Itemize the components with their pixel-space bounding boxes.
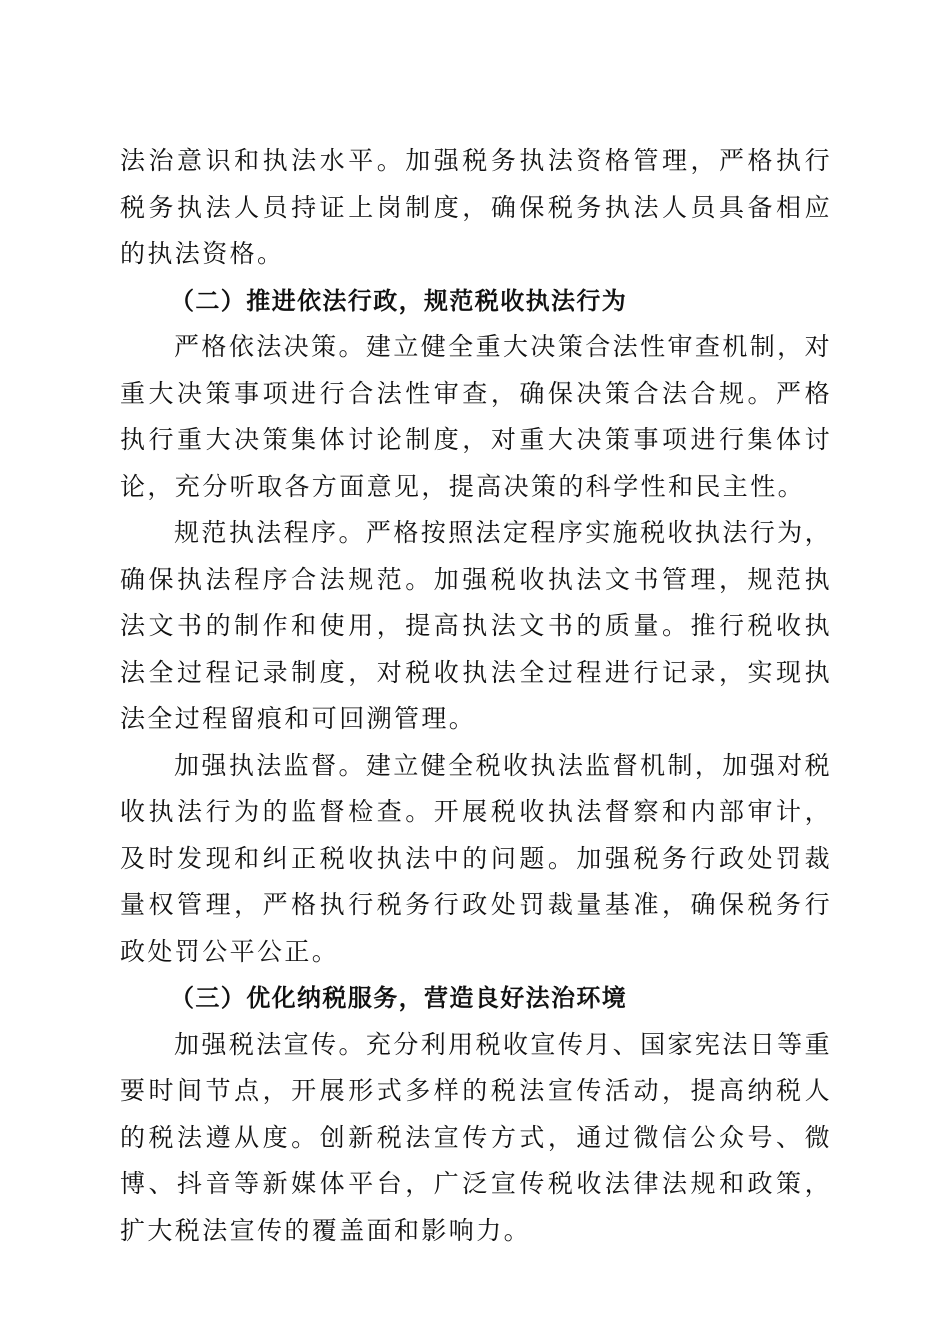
- paragraph-tax-law-publicity: 加强税法宣传。充分利用税收宣传月、国家宪法日等重要时间节点，开展形式多样的税法宣传活动，提高纳税人的税法遵从度。创新税法宣传方式，通过微信公众号、微博、抖音等新媒体平台，广泛宣传税收法律法规和政策，扩大税法宣传的覆盖面和影响力。: [120, 1029, 832, 1245]
- section-heading-2: （二）推进依法行政，规范税收执法行为: [170, 286, 628, 315]
- paragraph-enforcement-supervision: 加强执法监督。建立健全税收执法监督机制，加强对税收执法行为的监督检查。开展税收执法督察和内部审计，及时发现和纠正税收执法中的问题。加强税务行政处罚裁量权管理，严格执行税务行政处罚裁量基准，确保税务行政处罚公平公正。: [120, 750, 832, 966]
- paragraph-decision-making: 严格依法决策。建立健全重大决策合法性审查机制，对重大决策事项进行合法性审查，确保决策合法合规。严格执行重大决策集体讨论制度，对重大决策事项进行集体讨论，充分听取各方面意见，提高决策的科学性和民主性。: [120, 332, 832, 501]
- paragraph-continuation: 法治意识和执法水平。加强税务执法资格管理，严格执行税务执法人员持证上岗制度，确保税务执法人员具备相应的执法资格。: [120, 146, 832, 268]
- document-body: [120, 138, 832, 1254]
- paragraph-enforcement-procedure: 规范执法程序。严格按照法定程序实施税收执法行为，确保执法程序合法规范。加强税收执法文书管理，规范执法文书的制作和使用，提高执法文书的质量。推行税收执法全过程记录制度，对税收执法全过程进行记录，实现执法全过程留痕和可回溯管理。: [120, 518, 832, 733]
- section-heading-3: （三）优化纳税服务，营造良好法治环境: [170, 984, 628, 1012]
